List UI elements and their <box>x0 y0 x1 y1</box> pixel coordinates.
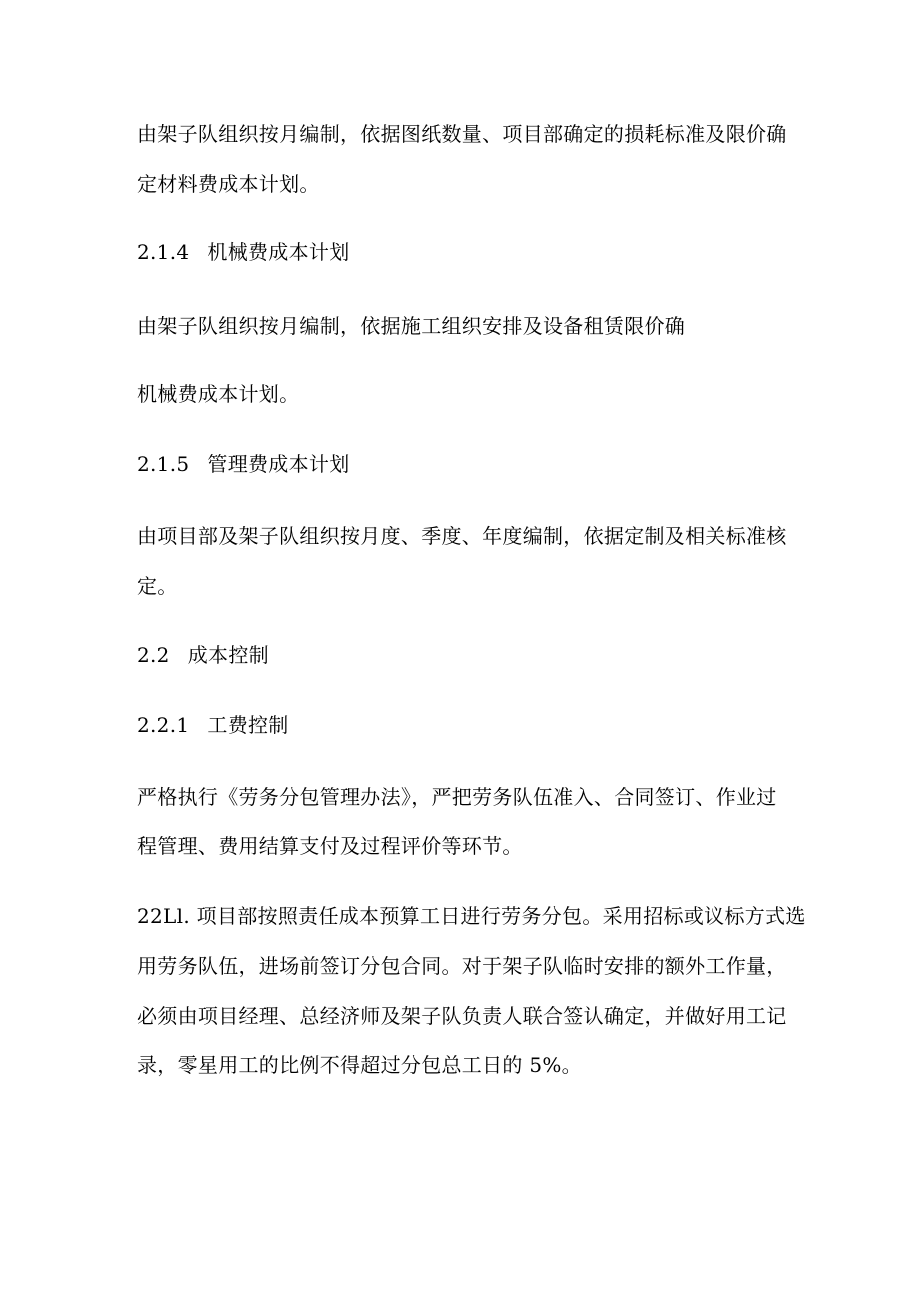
heading-title: 工费控制 <box>207 713 289 737</box>
heading-number: 2.1.5 <box>137 452 190 476</box>
paragraph-material-cost-line-1: 由架子队组织按月编制，依据图纸数量、项目部确定的损耗标准及限价确 <box>137 122 787 146</box>
paragraph-labor-control-line-1: 严格执行《劳务分包管理办法》，严把劳务队伍准入、合同签订、作业过 <box>137 785 777 809</box>
paragraph-management-cost-line-2: 定。 <box>137 574 178 598</box>
paragraph-subcontract-line-2: 用劳务队伍，进场前签订分包合同。对于架子队临时安排的额外工作量， <box>137 954 787 978</box>
heading-2-1-5 <box>137 452 350 476</box>
heading-2-1-4 <box>137 240 350 264</box>
paragraph-subcontract-line-1: 22Ll. 项目部按照责任成本预算工日进行劳务分包。采用招标或议标方式选 <box>137 904 806 928</box>
heading-title: 管理费成本计划 <box>207 452 350 476</box>
paragraph-machinery-cost-line-2: 机械费成本计划。 <box>137 382 300 406</box>
heading-2-2 <box>137 643 269 667</box>
heading-title: 机械费成本计划 <box>207 240 350 264</box>
heading-number: 2.1.4 <box>137 240 190 264</box>
paragraph-management-cost-line-1: 由项目部及架子队组织按月度、季度、年度编制，依据定制及相关标准核 <box>137 524 787 548</box>
paragraph-subcontract-line-4: 录，零星用工的比例不得超过分包总工日的 5%。 <box>137 1053 582 1077</box>
paragraph-subcontract-line-3: 必须由项目经理、总经济师及架子队负责人联合签认确定，并做好用工记 <box>137 1004 787 1028</box>
heading-number: 2.2 <box>137 643 170 667</box>
heading-number: 2.2.1 <box>137 713 190 737</box>
paragraph-labor-control-line-2: 程管理、费用结算支付及过程评价等环节。 <box>137 834 523 858</box>
paragraph-machinery-cost-line-1: 由架子队组织按月编制，依据施工组织安排及设备租赁限价确 <box>137 314 686 338</box>
heading-2-2-1 <box>137 713 289 737</box>
paragraph-material-cost-line-2: 定材料费成本计划。 <box>137 172 320 196</box>
heading-title: 成本控制 <box>187 643 269 667</box>
